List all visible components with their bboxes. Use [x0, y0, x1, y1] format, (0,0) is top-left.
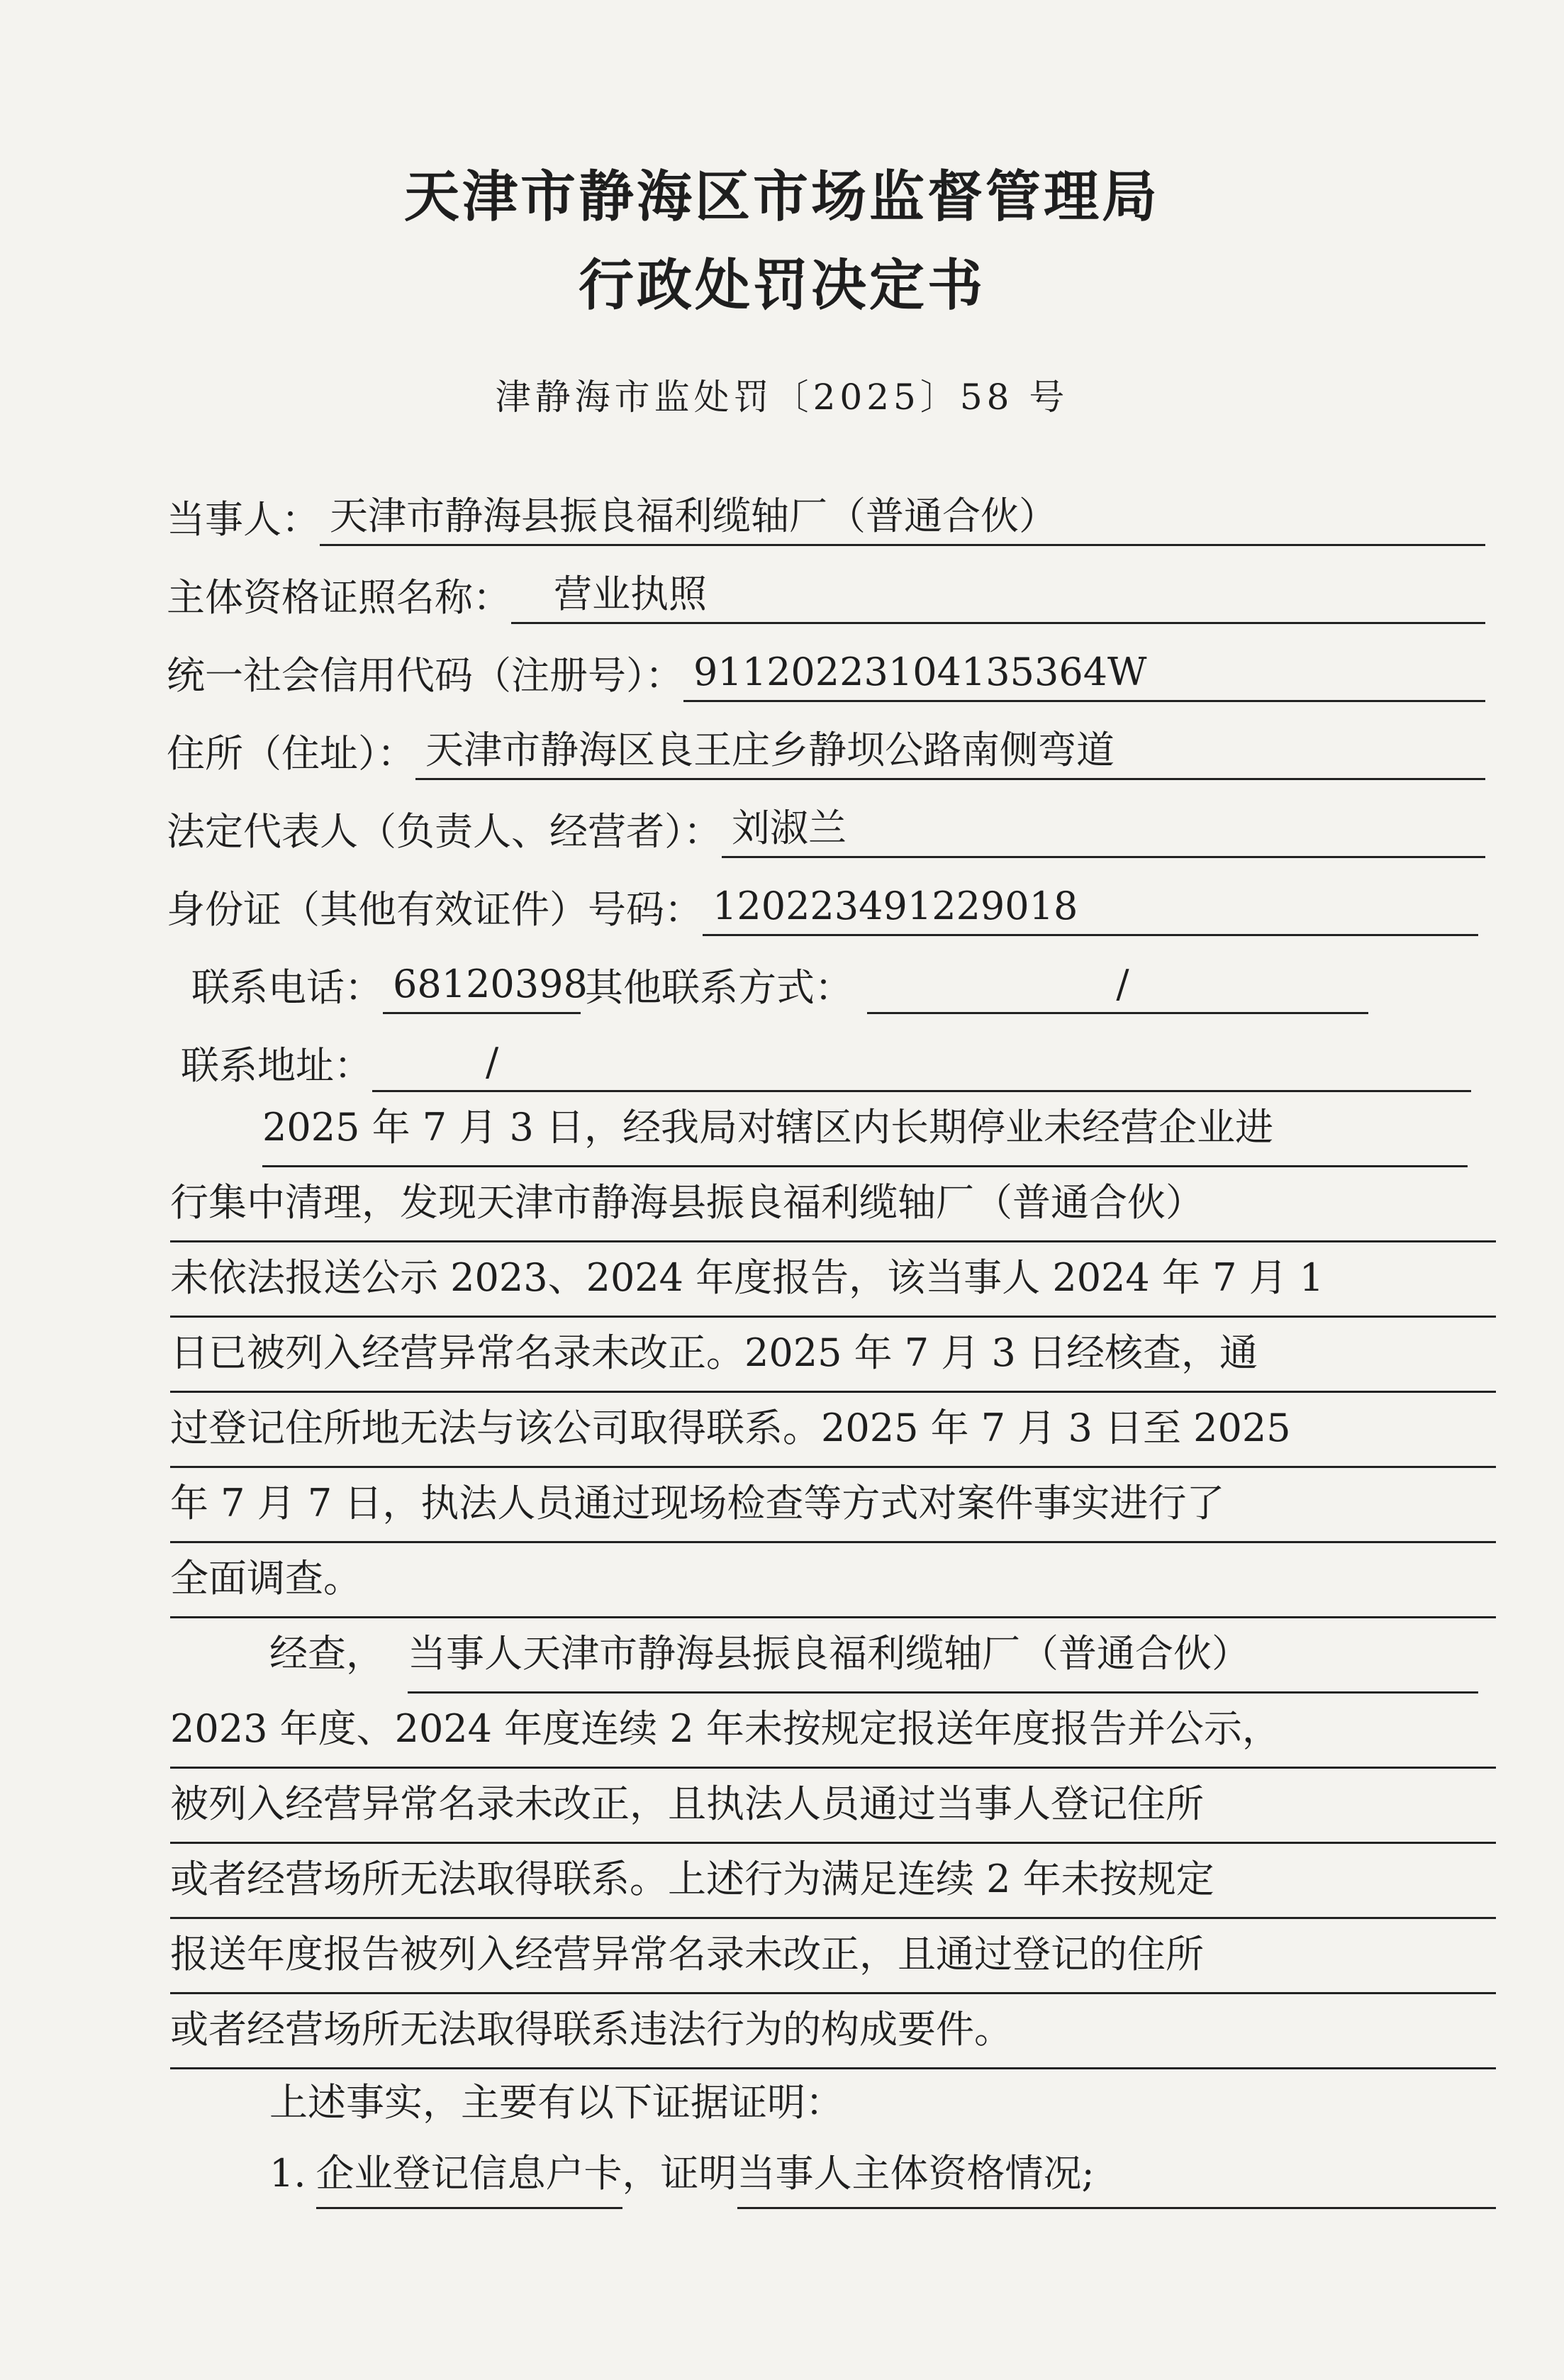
field-id-number-value: 120223491229018: [703, 887, 1478, 936]
paragraph1-line: 日已被列入经营异常名录未改正。2025 年 7 月 3 日经核查，通: [170, 1316, 1496, 1393]
field-party-label: 当事人：: [167, 497, 320, 542]
field-license-value: 营业执照: [511, 575, 1485, 624]
field-phone-value: 68120398: [383, 965, 581, 1014]
evidence-item-1: [269, 2138, 1496, 2209]
field-phone-label: 联系电话：: [191, 965, 383, 1010]
paragraph2-line: 当事人天津市静海县振良福利缆轴厂（普通合伙）: [408, 1616, 1478, 1694]
field-license: [167, 567, 1485, 624]
field-contact-address-value: /: [372, 1043, 1471, 1092]
field-address-label: 住所（住址）：: [167, 731, 415, 776]
field-address-value: 天津市静海区良王庄乡静坝公路南侧弯道: [415, 731, 1485, 780]
paragraph2-line: 或者经营场所无法取得联系。上述行为满足连续 2 年未按规定: [170, 1842, 1496, 1919]
field-legal-rep-label: 法定代表人（负责人、经营者）：: [167, 809, 722, 854]
evidence-item-number: 1.: [269, 2151, 306, 2196]
field-party: [167, 489, 1485, 546]
field-credit-code-label: 统一社会信用代码（注册号）：: [167, 653, 683, 698]
document-number: 津静海市监处罚〔2025〕58 号: [495, 377, 1069, 418]
field-credit-code: [167, 645, 1485, 702]
paragraph1-line: 年 7 月 7 日，执法人员通过现场检查等方式对案件事实进行了: [170, 1466, 1496, 1543]
paragraph2-line: 被列入经营异常名录未改正，且执法人员通过当事人登记住所: [170, 1767, 1496, 1844]
paragraph2-line: 或者经营场所无法取得联系违法行为的构成要件。: [170, 1992, 1496, 2069]
field-license-label: 主体资格证照名称：: [167, 575, 511, 620]
paragraph1-line: 全面调查。: [170, 1541, 1496, 1618]
evidence-item-separator: ，证明: [622, 2151, 737, 2196]
field-other-contact-value: /: [867, 965, 1368, 1014]
document-title-line1: 天津市静海区市场监督管理局: [403, 165, 1160, 229]
paragraph1-line: 2025 年 7 月 3 日，经我局对辖区内长期停业未经营企业进: [262, 1090, 1468, 1167]
field-credit-code-value: 91120223104135364W: [683, 653, 1485, 702]
field-phone-row: [191, 957, 1368, 1014]
document-title-line2: 行政处罚决定书: [578, 253, 985, 318]
field-legal-rep-value: 刘淑兰: [722, 809, 1485, 858]
evidence-intro: 上述事实，主要有以下证据证明：: [269, 2080, 844, 2125]
field-id-number: [167, 879, 1478, 936]
field-other-contact-label: 其他联系方式：: [585, 965, 853, 1010]
paragraph2-line: 报送年度报告被列入经营异常名录未改正，且通过登记的住所: [170, 1917, 1496, 1994]
paragraph2-line: 2023 年度、2024 年度连续 2 年未按规定报送年度报告并公示，: [170, 1691, 1496, 1769]
paragraph1-line: 行集中清理，发现天津市静海县振良福利缆轴厂（普通合伙）: [170, 1165, 1496, 1242]
evidence-item-description: 当事人主体资格情况;: [737, 2138, 1496, 2209]
paragraph1-line: 未依法报送公示 2023、2024 年度报告，该当事人 2024 年 7 月 1: [170, 1240, 1496, 1318]
field-legal-rep: [167, 801, 1485, 858]
field-address: [167, 723, 1485, 780]
field-id-number-label: 身份证（其他有效证件）号码：: [167, 887, 703, 932]
field-contact-address-label: 联系地址：: [181, 1043, 372, 1088]
field-contact-address: [181, 1035, 1471, 1092]
field-party-value: 天津市静海县振良福利缆轴厂（普通合伙）: [320, 497, 1485, 546]
paragraph2-lead: 经查，: [269, 1631, 384, 1676]
paragraph1-line: 过登记住所地无法与该公司取得联系。2025 年 7 月 3 日至 2025: [170, 1391, 1496, 1468]
evidence-item-name: 企业登记信息户卡: [316, 2138, 622, 2209]
